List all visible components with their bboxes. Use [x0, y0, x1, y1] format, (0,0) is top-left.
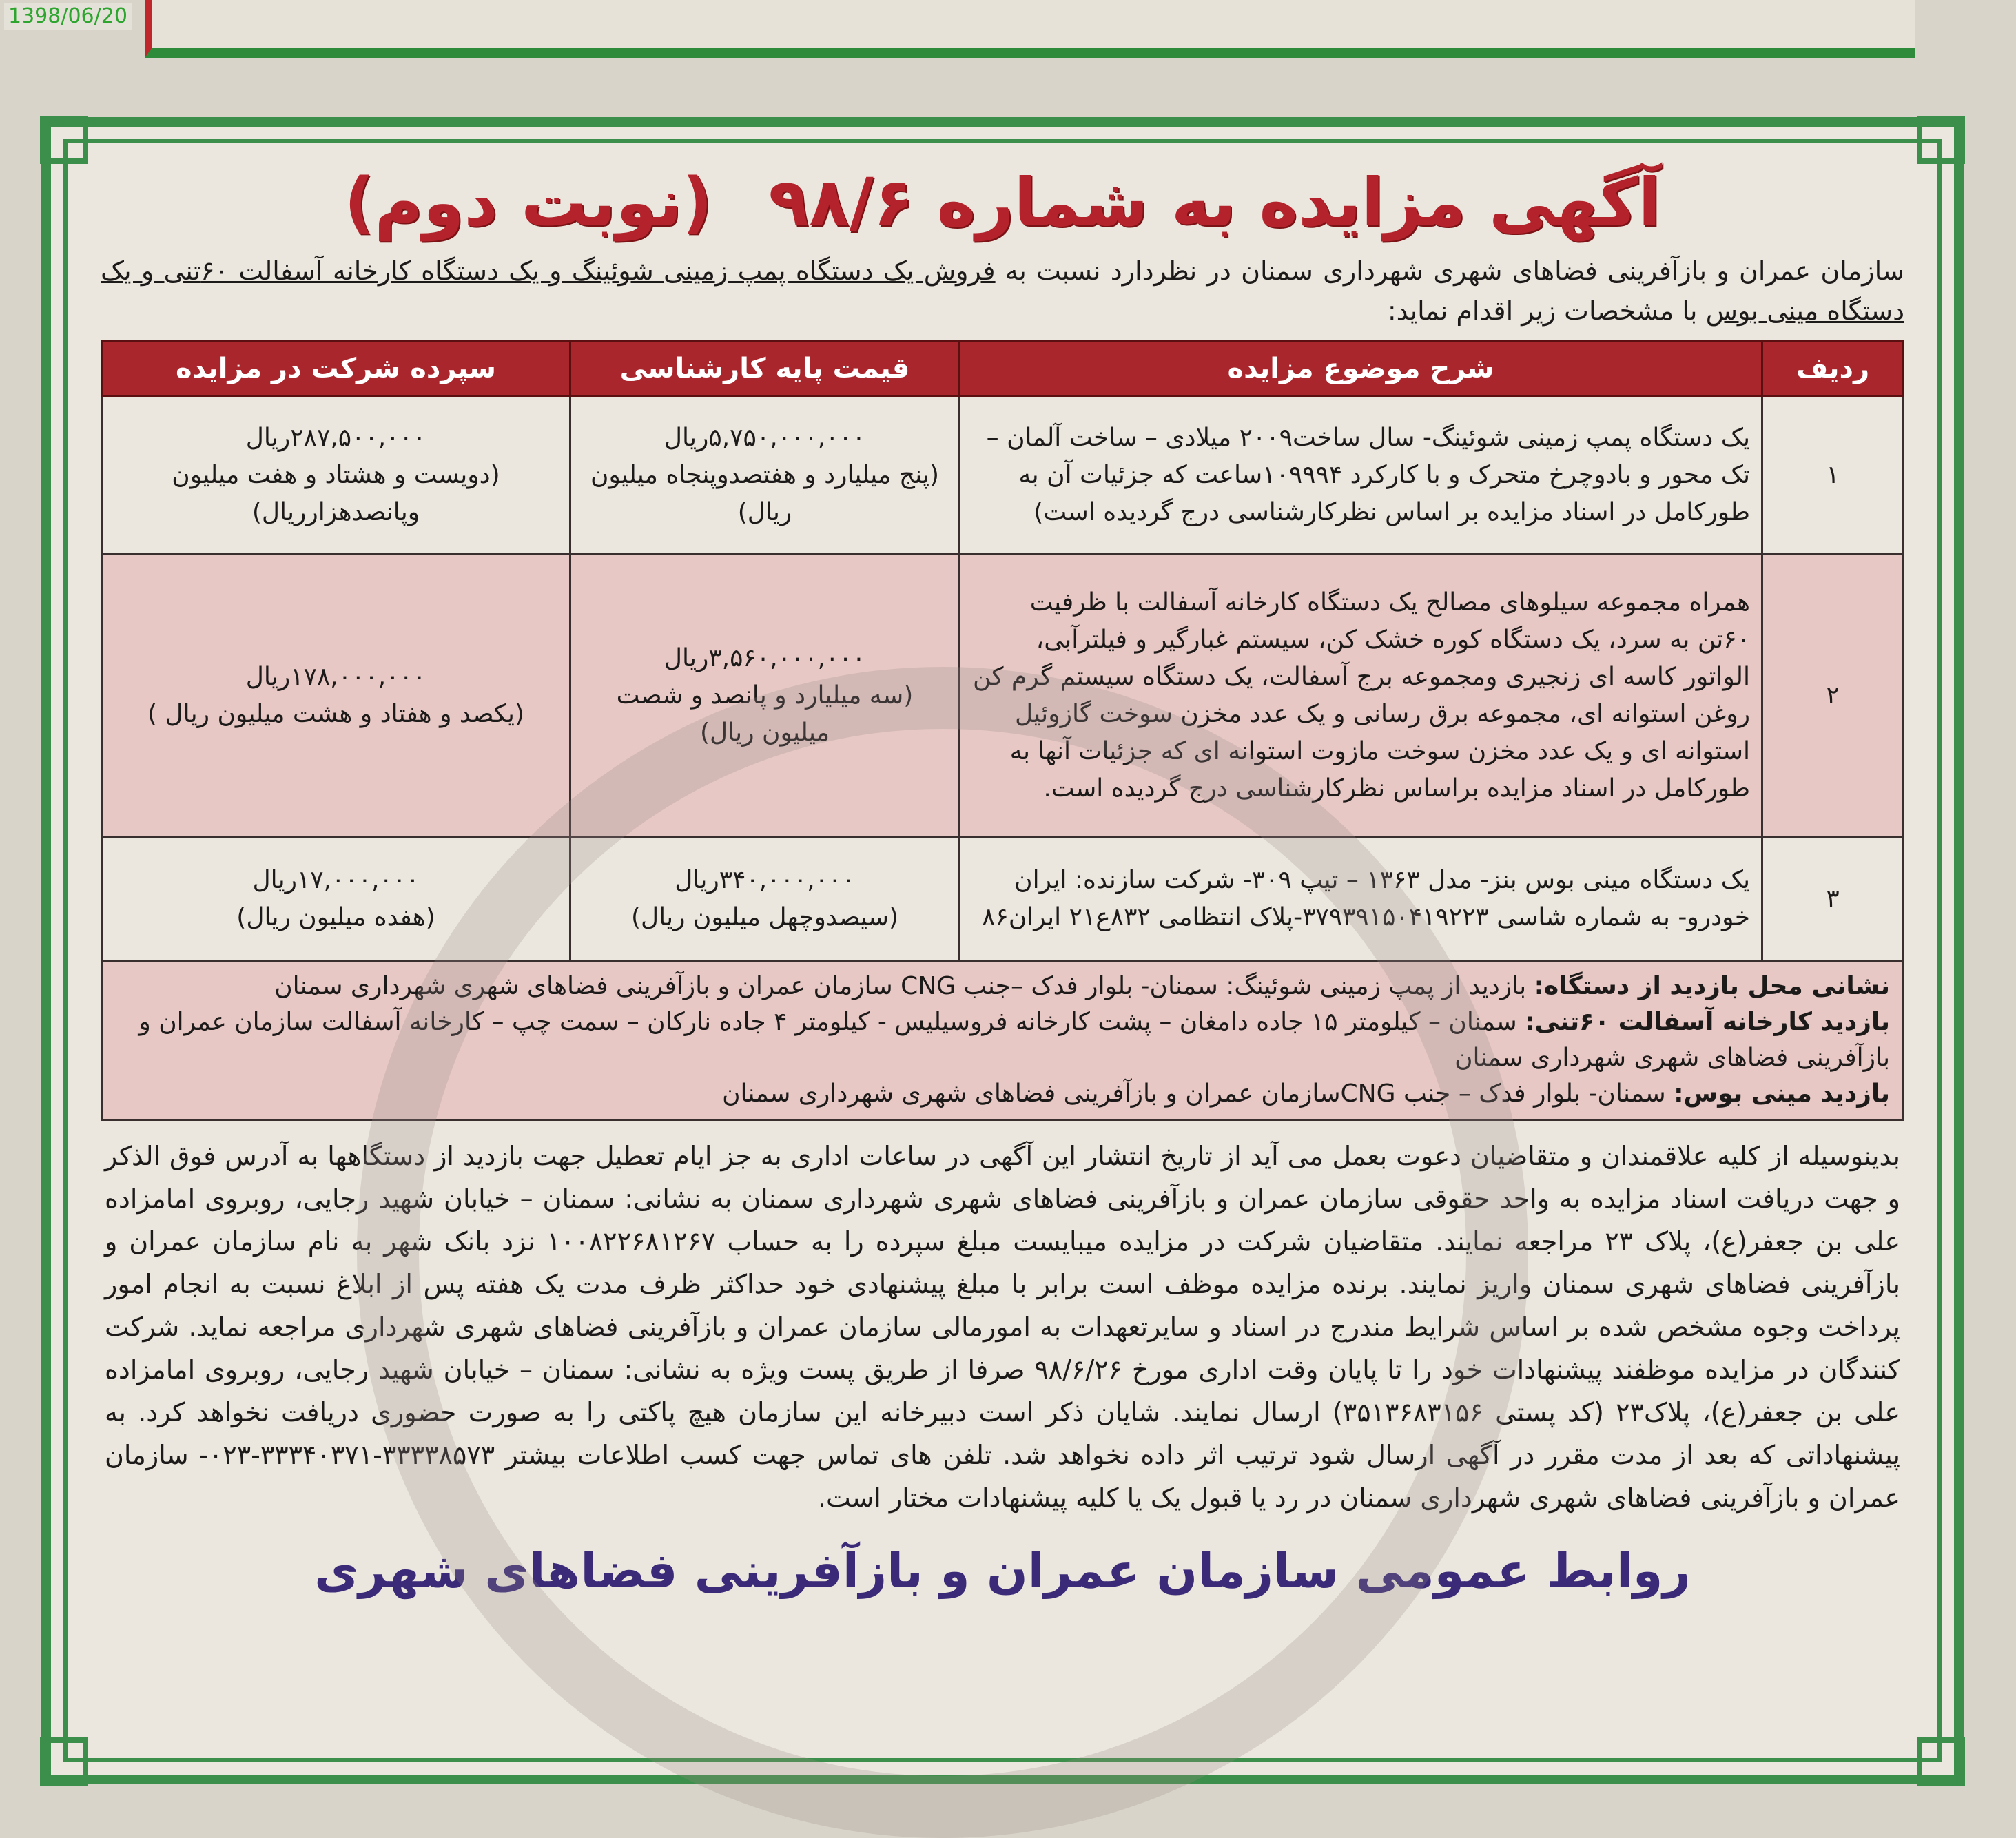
visit-bus-label: بازدید مینی بوس:: [1674, 1080, 1890, 1108]
row-number: ۱: [1762, 396, 1904, 555]
intro-text-1: سازمان عمران و بازآفرینی فضاهای شهری شهرداری سمنان در نظردارد نسبت به: [995, 256, 1904, 286]
terms-paragraph: بدینوسیله از کلیه علاقمندان و متقاضیان دعوت بعمل می آید از تاریخ انتشار این آگهی در ساعات اداری به جز ایام تعطیل جهت بازدید از دستگاهها به آدرس فوق الذکر و جهت دریافت اسناد مزایده به واحد حقوقی سازمان عمران و بازآفرینی فضاهای شهری شهرداری سمنان به نشانی: سمنان – خیابان شهید رجایی، روبروی امامزاده علی بن جعفر(ع)، پلاک ۲۳ مراجعه نمایند. متقاضیان شرکت در مزایده میبایست مبلغ سپرده را به حساب ۱۰۰۸۲۲۶۸۱۲۶۷ نزد بانک شهر به نام سازمان عمران و بازآفرینی فضاهای شهری سمنان واریز نمایند. برنده مزایده موظف است برابر با مبلغ پیشنهادی خود حداکثر ظرف مدت یک هفته پس از ابلاغ نسبت به انجام امور پرداخت وجوه مشخص شده بر اساس شرایط مندرج در اسناد و سایرتعهدات به امورمالی سازمان عمران و بازآفرینی فضاهای شهری شهرداری مراجعه نماید. شرکت کنندگان در مزایده موظفند پیشنهادات خود را تا پایان وقت اداری مورخ ۹۸/۶/۲۶ صرفا از طریق پست ویژه به نشانی: سمنان – خیابان شهید رجایی، روبروی امامزاده علی بن جعفر(ع)، پلاک۲۳ (کد پستی ۳۵۱۳۶۸۳۱۵۶) ارسال نمایند. شایان ذکر است دبیرخانه این سازمان هیچ پاکتی را به صورت حضوری دریافت نخواهد کرد. به پیشنهاداتی که بعد از مدت مقرر در آگهی ارسال شود ترتیب اثر داده نخواهد شد. تلفن های تماس جهت کسب اطلاعات بیشتر ۳۳۳۳۸۵۷۳-۳۳۳۴۰۳۷۱-۰۲۳- سازمان عمران و بازآفرینی فضاهای شهری شهرداری سمنان در رد یا قبول یک یا کلیه پیشنهادات مختار است.: [105, 1141, 1900, 1513]
row-base-price: [570, 837, 960, 961]
auction-items-table: [101, 340, 1904, 962]
row-base-price: [570, 396, 960, 555]
header-description: شرح موضوع مزایده: [960, 342, 1762, 396]
header-base-price: قیمت پایه کارشناسی: [570, 342, 960, 396]
price-value: ۵,۷۵۰,۰۰۰,۰۰۰ریال: [664, 423, 866, 452]
price-words: (پنج میلیارد و هفتصدوپنجاه میلیون ریال): [590, 460, 940, 526]
visit-asphalt-label: بازدید کارخانه آسفالت ۶۰تنی:: [1525, 1008, 1890, 1036]
frame-corner-ornament: [1917, 1737, 1965, 1786]
row-description: یک دستگاه مینی بوس بنز- مدل ۱۳۶۳ – تیپ ۳۰۹- شرکت سازنده: ایران خودرو- به شماره شاسی ۳۷۹۳۹۱۵۰۴۱۹۲۲۳-پلاک انتظامی ۸۳۲ع۲۱ ایران۸۶: [960, 837, 1762, 961]
row-number: ۳: [1762, 837, 1904, 961]
visit-bus-text: سمنان- بلوار فدک – جنب CNGسازمان عمران و بازآفرینی فضاهای شهری شهرداری سمنان: [722, 1080, 1674, 1108]
deposit-words: (دویست و هشتاد و هفت میلیون وپانصدهزارریال): [172, 460, 500, 526]
title-round: (نوبت دوم): [344, 164, 712, 241]
deposit-words: (یکصد و هفتاد و هشت میلیون ریال ): [147, 699, 524, 728]
price-value: ۳,۵۶۰,۰۰۰,۰۰۰ریال: [664, 643, 866, 672]
row-base-price: [570, 555, 960, 837]
header-row-number: ردیف: [1762, 342, 1904, 396]
row-deposit: [102, 396, 570, 555]
deposit-value: ۱۷۸,۰۰۰,۰۰۰ریال: [245, 662, 426, 691]
row-description: همراه مجموعه سیلوهای مصالح یک دستگاه کارخانه آسفالت با ظرفیت ۶۰تن به سرد، یک دستگاه کوره خشک کن، سیستم غبارگیر و فیلترآبی، الواتور کاسه ای زنجیری ومجموعه برج آسفالت، یک دستگاه سیستم گرم کن روغن استوانه ای، مجموعه برق رسانی و یک عدد مخزن سوخت گازوئیل استوانه ای و یک عدد مخزن سوخت مازوت استوانه ای که جزئیات آنها به طورکامل در اسناد مزایده براساس نظرکارشناسی درج گردیده است.: [960, 555, 1762, 837]
visit-asphalt: [115, 1004, 1890, 1076]
visit-bus: [115, 1076, 1890, 1112]
frame-corner-ornament: [40, 116, 88, 164]
visit-asphalt-text: سمنان – کیلومتر ۱۵ جاده دامغان – پشت کارخانه فروسیلیس - کیلومتر ۴ جاده نارکان – سمت چپ – کارخانه آسفالت سازمان عمران و بازآفرینی فضاهای شهری شهرداری سمنان: [138, 1008, 1890, 1072]
price-words: (سه میلیارد و پانصد و شصت میلیون ریال): [616, 681, 914, 747]
table-row: [102, 396, 1904, 555]
row-description: یک دستگاه پمپ زمینی شوئینگ- سال ساخت۲۰۰۹ میلادی – ساخت آلمان – تک محور و بادوچرخ متحرک و با کارکرد ۱۰۹۹۹۴ساعت که جزئیات آن به طورکامل در اسناد مزایده بر اساس نظرکارشناسی درج گردیده است): [960, 396, 1762, 555]
row-deposit: [102, 837, 570, 961]
visit-pump-label: نشانی محل بازدید از دستگاه:: [1534, 972, 1890, 1000]
date-stamp: 1398/06/20: [4, 3, 132, 30]
page-title: [101, 164, 1904, 241]
advertisement-frame: [41, 117, 1964, 1784]
intro-underlined: فروش یک دستگاه پمپ زمینی شوئینگ و یک دستگاه کارخانه آسفالت ۶۰تنی و یک دستگاه مینی بوس: [101, 256, 1904, 326]
top-strip-decoration: [145, 0, 1915, 58]
row-deposit: [102, 555, 570, 837]
frame-corner-ornament: [40, 1737, 88, 1786]
deposit-value: ۱۷,۰۰۰,۰۰۰ریال: [252, 865, 420, 894]
price-words: (سیصدوچهل میلیون ریال): [630, 902, 899, 931]
header-deposit: سپرده شرکت در مزایده: [102, 342, 570, 396]
table-row: [102, 555, 1904, 837]
title-main: آگهی مزایده به شماره ۹۸/۶: [768, 164, 1661, 241]
table-header-row: [102, 342, 1904, 396]
visit-locations-box: [101, 962, 1904, 1121]
advertisement-inner-frame: [63, 139, 1942, 1762]
footer-signature: روابط عمومی سازمان عمران و بازآفرینی فضاهای شهری: [314, 1542, 1691, 1599]
intro-text-2: با مشخصات زیر اقدام نماید:: [1387, 296, 1706, 326]
intro-paragraph: [101, 251, 1904, 331]
deposit-value: ۲۸۷,۵۰۰,۰۰۰ریال: [245, 423, 426, 452]
visit-pump: [115, 969, 1890, 1004]
price-value: ۳۴۰,۰۰۰,۰۰۰ریال: [675, 865, 855, 894]
visit-pump-text: بازدید از پمپ زمینی شوئینگ: سمنان- بلوار فدک –جنب CNG سازمان عمران و بازآفرینی فضاهای شهری شهرداری سمنان: [274, 972, 1534, 1000]
frame-corner-ornament: [1917, 116, 1965, 164]
row-number: ۲: [1762, 555, 1904, 837]
deposit-words: (هفده میلیون ریال): [236, 902, 435, 931]
table-row: [102, 837, 1904, 961]
